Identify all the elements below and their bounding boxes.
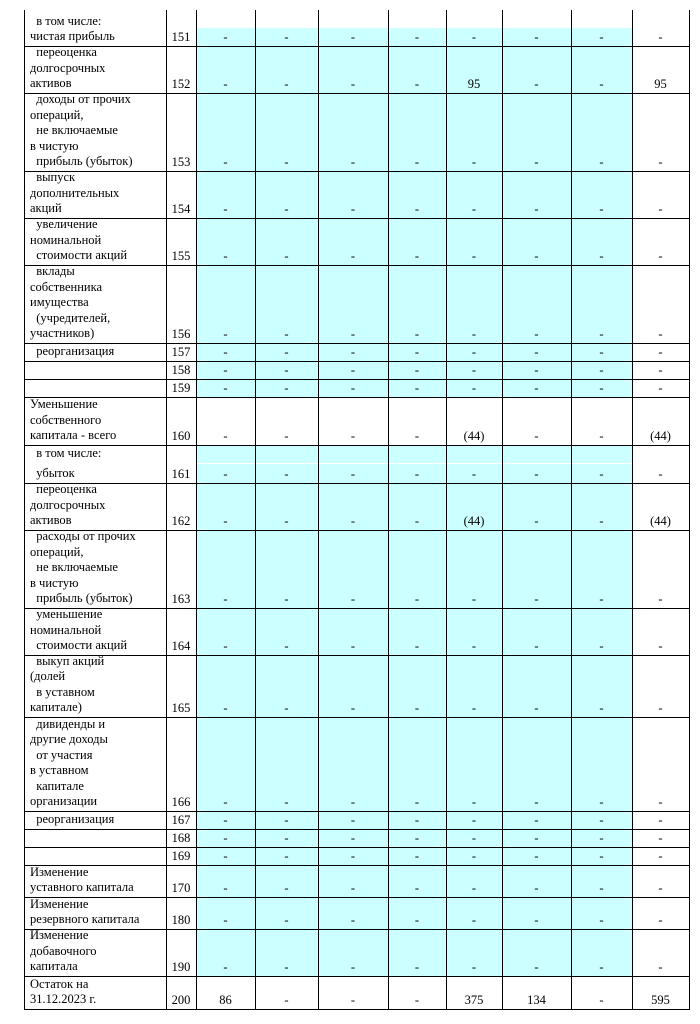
row-code: 163: [171, 592, 191, 606]
cell-value: -: [414, 345, 420, 359]
row-divider: [24, 361, 689, 362]
cell-value: -: [414, 831, 420, 845]
cell-value: -: [350, 592, 356, 606]
cell-value: -: [534, 813, 539, 827]
cell-value: -: [471, 813, 477, 827]
cell-value: -: [284, 327, 289, 341]
row-label-line: не включаемые: [30, 560, 118, 574]
cell-value: -: [350, 429, 356, 443]
row-label-line: стоимости акций: [30, 638, 128, 652]
row-code: 190: [171, 960, 191, 974]
cell-value: -: [658, 960, 663, 974]
cell-value: -: [223, 639, 228, 653]
cell-value: -: [599, 202, 604, 216]
cell-value: -: [534, 249, 539, 263]
row-label-line: (долей: [30, 669, 66, 683]
cell-value: -: [599, 795, 604, 809]
cell-value: -: [223, 592, 228, 606]
cell-value: -: [350, 30, 356, 44]
cell-value: -: [658, 381, 663, 395]
cell-value: -: [414, 202, 420, 216]
cell-value: -: [284, 881, 289, 895]
cell-value: -: [350, 345, 356, 359]
cell-value: -: [534, 849, 539, 863]
cell-value: -: [284, 831, 289, 845]
row-label-line: капитала - всего: [30, 428, 117, 442]
cell-value: -: [223, 831, 228, 845]
cell-value: -: [223, 30, 228, 44]
cell-value: -: [471, 831, 477, 845]
cell-value: -: [534, 831, 539, 845]
cell-value: -: [658, 592, 663, 606]
cell-value: -: [534, 701, 539, 715]
cell-value: -: [534, 913, 539, 927]
cell-value: -: [599, 345, 604, 359]
row-code: 157: [171, 345, 191, 359]
cell-value: -: [350, 881, 356, 895]
cell-value: -: [534, 345, 539, 359]
cell-value: -: [471, 795, 477, 809]
cell-value: -: [223, 429, 228, 443]
row-label-line: капитале: [30, 778, 84, 793]
row-label-line: реорганизация: [30, 812, 115, 826]
cell-value: -: [471, 467, 477, 481]
cell-value: -: [350, 795, 356, 809]
cell-value: -: [223, 795, 228, 809]
row-code: 154: [171, 202, 191, 216]
cell-value: -: [284, 701, 289, 715]
row-divider: [24, 847, 689, 848]
cell-value: -: [534, 155, 539, 169]
cell-value: -: [414, 993, 420, 1007]
cell-value: -: [284, 363, 289, 377]
cell-value: -: [284, 155, 289, 169]
cell-value: -: [658, 849, 663, 863]
row-label-line: номинальной: [30, 232, 102, 247]
row-code: 180: [171, 913, 191, 927]
cell-value: -: [534, 381, 539, 395]
cell-value: -: [534, 429, 539, 443]
cell-value: -: [658, 701, 663, 715]
column-divider: [689, 10, 690, 1010]
row-label-line: капитала: [30, 959, 78, 973]
row-code: 160: [171, 429, 191, 443]
cell-value: -: [599, 327, 604, 341]
row-label-line: другие доходы: [30, 732, 108, 746]
cell-value: -: [471, 639, 477, 653]
cell-value: -: [350, 831, 356, 845]
cell-value: -: [223, 849, 228, 863]
row-label-line: чистая прибыль: [30, 29, 115, 43]
cell-value: -: [350, 202, 356, 216]
cell-value: -: [414, 363, 420, 377]
row-code: 151: [171, 30, 191, 44]
cell-value: -: [599, 514, 604, 528]
row-label-line: в чистую: [30, 138, 79, 153]
row-label-line: в чистую: [30, 575, 79, 590]
row-code: 170: [171, 881, 191, 895]
cell-value: -: [414, 30, 420, 44]
row-label-line: в том числе:: [30, 446, 102, 460]
cell-value: -: [471, 913, 477, 927]
row-code: 169: [171, 849, 191, 863]
row-label-line: добавочного: [30, 943, 97, 958]
cell-value: -: [534, 881, 539, 895]
row-code: 153: [171, 155, 191, 169]
cell-value: -: [658, 345, 663, 359]
cell-value: -: [599, 155, 604, 169]
cell-value: -: [414, 381, 420, 395]
cell-value: -: [350, 155, 356, 169]
cell-value: -: [350, 77, 356, 91]
cell-value: -: [350, 381, 356, 395]
cell-value: 95: [654, 77, 667, 91]
cell-value: -: [414, 429, 420, 443]
cell-value: (44): [650, 514, 671, 528]
cell-value: -: [284, 993, 289, 1007]
cell-value: -: [223, 913, 228, 927]
cell-value: -: [350, 467, 356, 481]
cell-value: -: [284, 795, 289, 809]
cell-value: -: [350, 514, 356, 528]
cell-value: -: [534, 77, 539, 91]
row-label-line: прибыль (убыток): [30, 154, 133, 168]
cell-value: -: [599, 592, 604, 606]
row-code: 155: [171, 249, 191, 263]
cell-value: -: [534, 960, 539, 974]
cell-value: -: [414, 813, 420, 827]
row-code: 166: [171, 795, 191, 809]
cell-value: -: [350, 849, 356, 863]
cell-value: -: [658, 249, 663, 263]
row-divider: [24, 379, 689, 380]
row-code: 161: [171, 467, 191, 481]
row-label-line: в уставном: [30, 684, 95, 699]
row-label-line: Изменение: [30, 896, 89, 911]
row-label-line: участников): [30, 326, 95, 340]
cell-value: -: [471, 327, 477, 341]
row-label-line: Изменение: [30, 928, 89, 942]
cell-value: -: [471, 155, 477, 169]
cell-value: -: [284, 77, 289, 91]
row-code: 164: [171, 639, 191, 653]
cell-value: -: [350, 327, 356, 341]
cell-value: -: [350, 993, 356, 1007]
cell-value: -: [471, 30, 477, 44]
cell-value: -: [471, 249, 477, 263]
cell-value: -: [534, 639, 539, 653]
cell-value: -: [223, 345, 228, 359]
row-label-line: Изменение: [30, 864, 89, 879]
cell-value: 595: [651, 993, 670, 1007]
cell-value: -: [414, 327, 420, 341]
row-label-line: долгосрочных: [30, 497, 106, 512]
cell-value: -: [350, 639, 356, 653]
row-code: 156: [171, 327, 191, 341]
row-divider: [24, 1009, 689, 1010]
cell-value: -: [284, 592, 289, 606]
cell-value: -: [414, 913, 420, 927]
row-label-line: от участия: [30, 747, 93, 762]
row-label-line: не включаемые: [30, 123, 118, 137]
row-label-line: прибыль (убыток): [30, 591, 133, 605]
cell-value: -: [658, 155, 663, 169]
cell-value: -: [414, 881, 420, 895]
cell-value: -: [414, 795, 420, 809]
row-label-line: 31.12.2023 г.: [30, 992, 97, 1006]
row-code: 167: [171, 813, 191, 827]
cell-value: -: [350, 701, 356, 715]
highlight-band: [197, 446, 632, 463]
cell-value: -: [284, 913, 289, 927]
cell-value: -: [599, 429, 604, 443]
cell-value: -: [350, 249, 356, 263]
cell-value: -: [414, 701, 420, 715]
cell-value: -: [534, 592, 539, 606]
cell-value: (44): [463, 514, 485, 528]
cell-value: -: [414, 249, 420, 263]
cell-value: -: [284, 249, 289, 263]
cell-value: -: [599, 639, 604, 653]
row-label-line: выпуск: [30, 170, 76, 184]
cell-value: (44): [463, 429, 485, 443]
row-code: 200: [171, 993, 191, 1007]
cell-value: -: [599, 363, 604, 377]
row-label-line: дивиденды и: [30, 716, 106, 731]
cell-value: -: [223, 249, 228, 263]
cell-value: -: [223, 813, 228, 827]
cell-value: -: [414, 77, 420, 91]
row-label-line: выкуп акций: [30, 653, 105, 668]
row-label-line: активов: [30, 76, 72, 90]
row-code: 159: [171, 381, 191, 395]
cell-value: 375: [464, 993, 484, 1007]
cell-value: -: [471, 960, 477, 974]
row-code: 162: [171, 514, 191, 528]
row-code: 158: [171, 363, 191, 377]
cell-value: -: [284, 639, 289, 653]
cell-value: -: [284, 429, 289, 443]
cell-value: -: [471, 202, 477, 216]
row-label-line: организации: [30, 794, 98, 808]
row-label-line: реорганизация: [30, 344, 115, 358]
cell-value: -: [414, 960, 420, 974]
row-label-line: в уставном: [30, 763, 89, 777]
row-label-line: Уменьшение: [30, 397, 98, 411]
cell-value: -: [471, 849, 477, 863]
cell-value: -: [223, 327, 228, 341]
cell-value: -: [350, 363, 356, 377]
cell-value: -: [658, 913, 663, 927]
cell-value: -: [658, 30, 663, 44]
cell-value: -: [599, 467, 604, 481]
row-label-line: уставного капитала: [30, 880, 134, 894]
cell-value: -: [534, 202, 539, 216]
cell-value: -: [534, 795, 539, 809]
cell-value: -: [284, 849, 289, 863]
row-label-line: капитале): [30, 700, 82, 714]
cell-value: -: [658, 202, 663, 216]
cell-value: -: [284, 960, 289, 974]
cell-value: -: [534, 514, 539, 528]
row-code: 165: [171, 701, 191, 715]
cell-value: -: [534, 327, 539, 341]
cell-value: -: [223, 514, 228, 528]
cell-value: -: [284, 467, 289, 481]
cell-value: -: [599, 249, 604, 263]
row-label-line: имущества: [30, 295, 89, 309]
cell-value: -: [534, 30, 539, 44]
row-label-line: в том числе:: [30, 13, 102, 28]
row-label-line: расходы от прочих: [30, 529, 136, 543]
cell-value: 86: [219, 993, 232, 1007]
row-label-line: дополнительных: [30, 185, 120, 200]
cell-value: -: [414, 592, 420, 606]
row-label-line: переоценка: [30, 482, 97, 496]
cell-value: -: [284, 345, 289, 359]
cell-value: -: [223, 155, 228, 169]
row-label-line: переоценка: [30, 45, 97, 59]
cell-value: -: [658, 831, 663, 845]
cell-value: -: [658, 639, 663, 653]
cell-value: -: [223, 77, 228, 91]
cell-value: -: [599, 30, 604, 44]
cell-value: -: [471, 592, 477, 606]
cell-value: -: [658, 813, 663, 827]
cell-value: -: [223, 381, 228, 395]
cell-value: -: [658, 467, 663, 481]
cell-value: (44): [650, 429, 671, 443]
row-label-line: операций,: [30, 107, 84, 122]
cell-value: -: [414, 639, 420, 653]
cell-value: -: [223, 363, 228, 377]
row-label-line: собственного: [30, 412, 102, 427]
row-label-line: номинальной: [30, 622, 102, 637]
row-label-line: активов: [30, 513, 72, 527]
cell-value: -: [658, 363, 663, 377]
cell-value: -: [658, 881, 663, 895]
cell-value: -: [223, 701, 228, 715]
cell-value: -: [599, 993, 604, 1007]
row-code: 152: [171, 77, 191, 91]
cell-value: -: [471, 881, 477, 895]
row-label-line: операций,: [30, 544, 84, 559]
row-label-line: (учредителей,: [30, 310, 111, 325]
cell-value: -: [471, 363, 477, 377]
cell-value: -: [534, 467, 539, 481]
cell-value: -: [414, 467, 420, 481]
row-label-line: вклады: [30, 264, 75, 278]
cell-value: -: [284, 381, 289, 395]
cell-value: -: [658, 327, 663, 341]
row-label-line: доходы от прочих: [30, 92, 131, 106]
cell-value: -: [223, 881, 228, 895]
cell-value: -: [599, 849, 604, 863]
cell-value: -: [471, 345, 477, 359]
row-divider: [24, 829, 689, 830]
row-code: 168: [171, 831, 191, 845]
row-label-line: акций: [30, 201, 62, 215]
row-label-line: уменьшение: [30, 607, 103, 621]
row-label-line: увеличение: [30, 217, 98, 231]
cell-value: -: [599, 77, 604, 91]
cell-value: -: [599, 813, 604, 827]
row-label-line: долгосрочных: [30, 60, 106, 75]
cell-value: -: [414, 514, 420, 528]
row-label-line: Остаток на: [30, 976, 89, 991]
cell-value: -: [599, 831, 604, 845]
cell-value: -: [534, 363, 539, 377]
cell-value: -: [471, 701, 477, 715]
cell-value: -: [284, 202, 289, 216]
cell-value: -: [599, 701, 604, 715]
cell-value: -: [471, 381, 477, 395]
cell-value: -: [223, 202, 228, 216]
cell-value: 95: [467, 77, 481, 91]
cell-value: -: [350, 813, 356, 827]
cell-value: 134: [527, 993, 546, 1007]
cell-value: -: [414, 155, 420, 169]
column-divider: [24, 10, 25, 1010]
cell-value: -: [223, 467, 228, 481]
row-label-line: собственника: [30, 279, 103, 294]
row-label-line: убыток: [30, 466, 75, 480]
cell-value: -: [350, 960, 356, 974]
cell-value: -: [658, 795, 663, 809]
cell-value: -: [599, 381, 604, 395]
cell-value: -: [599, 960, 604, 974]
cell-value: -: [599, 881, 604, 895]
cell-value: -: [284, 30, 289, 44]
row-label-line: резервного капитала: [30, 912, 140, 926]
cell-value: -: [599, 913, 604, 927]
cell-value: -: [284, 813, 289, 827]
cell-value: -: [284, 514, 289, 528]
cell-value: -: [414, 849, 420, 863]
row-label-line: стоимости акций: [30, 248, 128, 262]
cell-value: -: [223, 960, 228, 974]
cell-value: -: [350, 913, 356, 927]
